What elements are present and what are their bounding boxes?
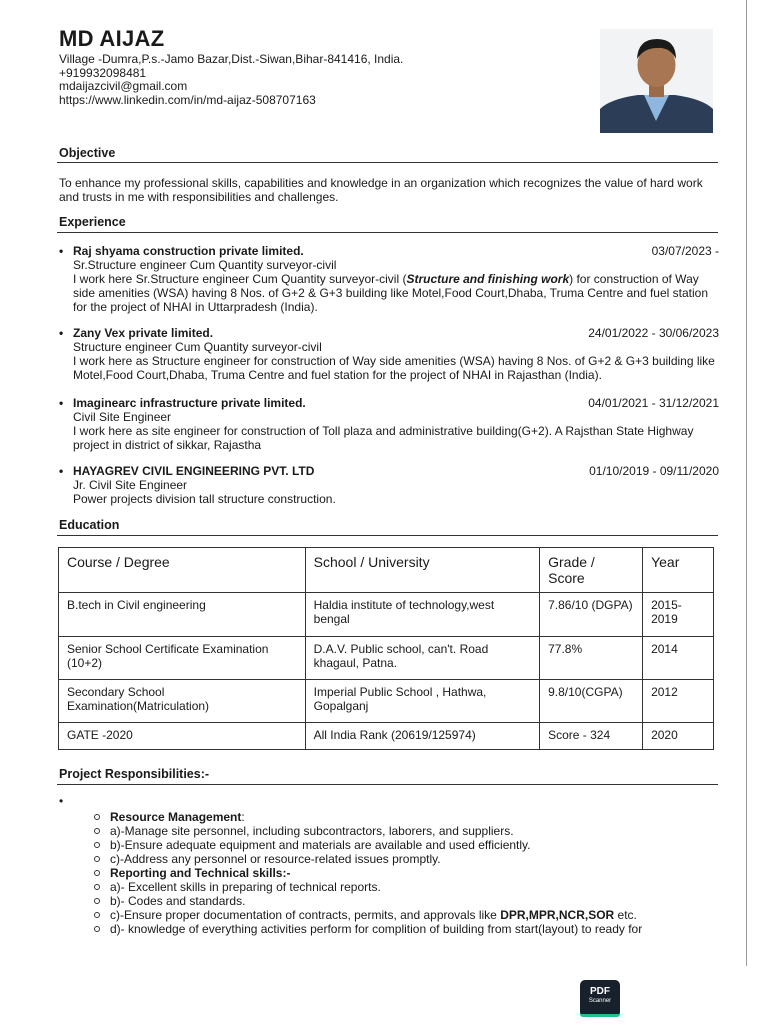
column-header: Year [643,548,714,593]
column-header: Course / Degree [59,548,306,593]
profile-photo [600,29,713,133]
section-divider [57,162,718,163]
list-item: Reporting and Technical skills:- [92,866,642,880]
table-cell: 2012 [643,680,714,723]
company-name: • Raj shyama construction private limited. [59,244,304,258]
table-cell: 9.8/10(CGPA) [540,680,643,723]
email: mdaijazcivil@gmail.com [59,79,188,93]
address: Village -Dumra,P.s.-Jamo Bazar,Dist.-Siwan,Bihar-841416, India. [59,52,404,66]
job-role: Jr. Civil Site Engineer [73,478,188,492]
table-cell: 2015-2019 [643,593,714,637]
list-item: a)- Excellent skills in preparing of technical reports. [92,880,642,894]
pdf-scanner-logo: PDF Scanner [580,980,620,1017]
list-item: c)-Address any personnel or resource-related issues promptly. [92,852,642,866]
job-dates: 01/10/2019 - 09/11/2020 [589,464,719,478]
table-header-row [59,548,714,593]
job-description: Power projects division tall structure construction. [73,492,336,506]
phone: +919932098481 [59,65,147,80]
job-dates: 24/01/2022 - 30/06/2023 [588,326,719,340]
company-name: • HAYAGREV CIVIL ENGINEERING PVT. LTD [59,464,314,478]
column-header: School / University [305,548,539,593]
list-item: Resource Management: [92,810,642,824]
experience-item [59,464,719,506]
table-cell: 2020 [643,723,714,750]
job-dates: 03/07/2023 - [651,244,719,258]
job-description: I work here as site engineer for construction of Toll plaza and administrative building(G+2). A Rajsthan State Highway project in district of sikkar, Rajastha [73,424,694,452]
job-description: I work here as Structure engineer for construction of Way side amenities (WSA) having 8 Nos. of G+2 & G+3 building like Motel,Food Court,Dhaba, Truma Centre and fuel station for the project of NHAI in Rajasthan (India). [73,354,715,382]
table-cell: Imperial Public School , Hathwa, Gopalganj [305,680,539,723]
table-cell: B.tech in Civil engineering [59,593,306,637]
table-cell: D.A.V. Public school, can't. Road khagaul, Patna. [305,637,539,680]
table-cell: 77.8% [540,637,643,680]
table-cell: 2014 [643,637,714,680]
company-name: • Zany Vex private limited. [59,326,213,340]
candidate-name: MD AIJAZ [59,26,165,51]
table-row [59,680,714,723]
job-role: Sr.Structure engineer Cum Quantity surveyor-civil [73,258,337,272]
list-item: d)- knowledge of everything activities perform for complition of building from start(layout) to ready for [92,922,642,936]
section-divider [57,232,718,233]
column-header: Grade / Score [540,548,643,593]
emphasis-text: Structure and finishing work [406,272,570,286]
table-cell: Senior School Certificate Examination (10+2) [59,637,306,680]
job-description: I work here Sr.Structure engineer Cum Quantity surveyor-civil (Structure and finishing work) for construction of Way side amenities (WSA) having 8 Nos. of G+2 & G+3 building like Motel,Food Court,Dhaba, Truma Centre and fuel station for the project of NHAI in Uttarpradesh (India). [73,272,708,314]
section-divider [57,535,718,536]
experience-item [59,396,719,452]
responsibilities-list [92,810,642,936]
list-item: a)-Manage site personnel, including subcontractors, laborers, and suppliers. [92,824,642,838]
experience-item [59,244,719,314]
list-item: c)-Ensure proper documentation of contracts, permits, and approvals like DPR,MPR,NCR,SOR etc. [92,908,642,922]
experience-heading: Experience [59,215,126,229]
table-cell: GATE -2020 [59,723,306,750]
section-divider [57,784,718,785]
page-edge-line [746,0,747,966]
table-cell: 7.86/10 (DGPA) [540,593,643,637]
table-row [59,637,714,680]
job-dates: 04/01/2021 - 31/12/2021 [588,396,719,410]
table-row [59,593,714,637]
list-item: b)-Ensure adequate equipment and materials are available and used efficiently. [92,838,642,852]
table-cell: Haldia institute of technology,west bengal [305,593,539,637]
person-silhouette-icon [600,29,713,133]
table-cell: Score - 324 [540,723,643,750]
contact-block [59,53,403,107]
experience-item [59,326,719,382]
table-row [59,723,714,750]
list-item: b)- Codes and standards. [92,894,642,908]
education-heading: Education [59,518,120,532]
linkedin-url: https://www.linkedin.com/in/md-aijaz-508707163 [59,92,316,107]
job-role: Structure engineer Cum Quantity surveyor-civil [73,340,322,354]
bullet-marker: • [59,794,64,808]
education-table [58,547,714,750]
projects-heading: Project Responsibilities:- [59,767,210,781]
table-cell: All India Rank (20619/125974) [305,723,539,750]
job-role: Civil Site Engineer [73,410,172,424]
table-cell: Secondary School Examination(Matriculation) [59,680,306,723]
company-name: • Imaginearc infrastructure private limited. [59,396,306,410]
objective-heading: Objective [59,146,116,160]
objective-text: To enhance my professional skills, capabilities and knowledge in an organization which recognizes the value of hard work and trusts in me with responsibilities and challenges. [59,176,703,204]
